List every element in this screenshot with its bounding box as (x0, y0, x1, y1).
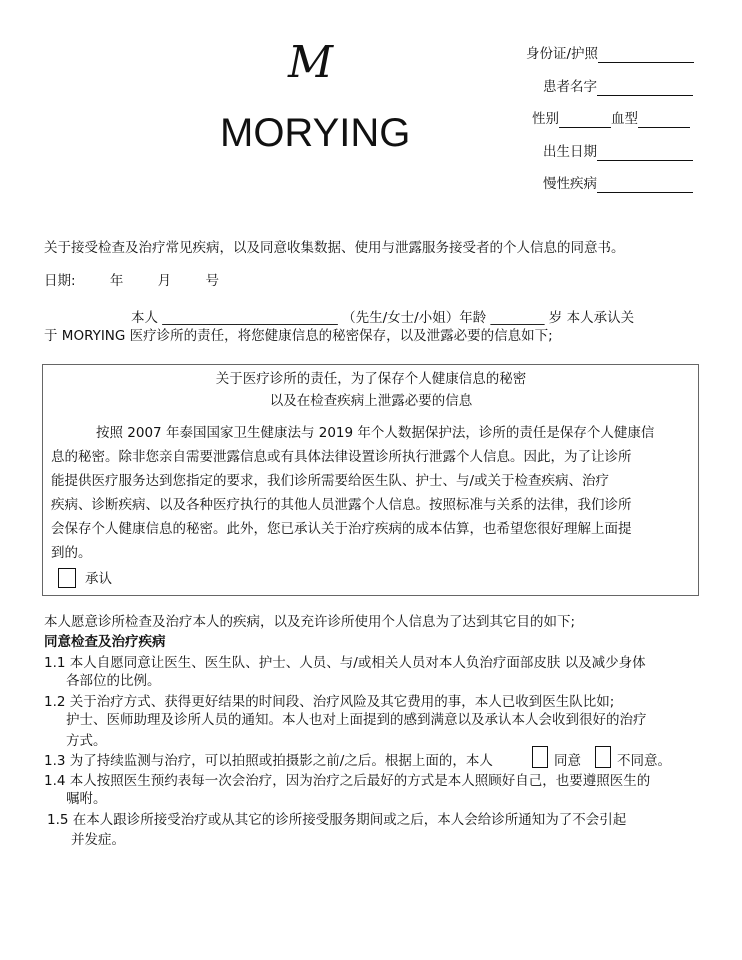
acknowledge-label: 承认 (85, 571, 112, 587)
notice-line: 息的秘密。除非您亲自需要泄露信息或有具体法律设置诊所执行泄露个人信息。因此，为了让诊所 (51, 449, 632, 465)
notice-heading-1: 关于医疗诊所的责任，为了保存个人健康信息的秘密 (215, 371, 527, 387)
disagree-label: 不同意。 (617, 753, 671, 769)
patient-name-field[interactable] (543, 78, 693, 96)
year-label: 年 (109, 273, 124, 289)
item-number: 1.3 (44, 753, 66, 769)
date-row (44, 272, 219, 290)
item-text: 本人按照医生预约表每一次会治疗，因为治疗之后最好的方式是本人照顾好自己，也要遵照医生的 (69, 773, 651, 789)
item-number: 1.5 (47, 812, 69, 828)
date-label: 日期: (44, 273, 76, 289)
intro-line-2: 于 MORYING 医疗诊所的责任，将您健康信息的秘密保存，以及泄露必要的信息如下; (44, 328, 553, 344)
day-label: 号 (205, 273, 219, 289)
intro-rest: 岁 本人承认关 (548, 310, 635, 326)
birthdate-field[interactable] (543, 143, 693, 161)
notice-line: 会保存个人健康信息的秘密。此外，您已承认关于治疗疾病的成本估算，也希望您很好理解上面提 (51, 521, 632, 537)
id-passport-field[interactable] (526, 45, 694, 63)
salutation: （先生/女士/小姐）年龄 (342, 310, 487, 326)
notice-line: 能提供医疗服务达到您指定的要求，我们诊所需要给医生队、护士、与/或关于检查疾病、治疗 (51, 473, 610, 489)
field-label: 性别 (532, 111, 559, 127)
field-label: 血型 (611, 111, 638, 127)
consent-intro: 本人愿意诊所检查及治疗本人的疾病，以及充许诊所使用个人信息为了达到其它目的如下; (44, 614, 576, 630)
photo-agree-checkbox[interactable] (532, 746, 548, 768)
gender-blood-field[interactable] (532, 110, 690, 128)
field-label: 身份证/护照 (526, 46, 599, 62)
field-label: 患者名字 (543, 79, 597, 95)
agree-label: 同意 (554, 753, 581, 769)
item-1-2-cont: 护士、医师助理及诊所人员的通知。本人也对上面提到的感到满意以及承认本人会收到很好的治疗 (66, 712, 647, 728)
item-1-1-cont: 各部位的比例。 (66, 673, 161, 689)
item-text: 本人自愿同意让医生、医生队、护士、人员、与/或相关人员对本人负治疗面部皮肤 以及减少身体 (69, 655, 646, 671)
brand-name: MORYING (220, 111, 411, 155)
chronic-disease-field[interactable] (543, 175, 693, 193)
month-label: 月 (157, 273, 172, 289)
section-title: 同意检查及治疗疾病 (44, 634, 166, 650)
field-label: 出生日期 (543, 144, 597, 160)
item-1-3 (44, 752, 493, 770)
item-number: 1.4 (44, 773, 66, 789)
item-number: 1.1 (44, 655, 66, 671)
item-1-5 (47, 811, 626, 829)
item-text: 为了持续监测与治疗，可以拍照或拍摄影之前/之后。根据上面的，本人 (69, 753, 493, 769)
item-1-4-cont: 嘱咐。 (66, 791, 107, 807)
item-1-2-cont: 方式。 (66, 733, 107, 749)
notice-line: 到的。 (51, 545, 92, 561)
notice-line: 按照 2007 年泰国国家卫生健康法与 2019 年个人数据保护法，诊所的责任是保存个人健康信 (96, 425, 655, 441)
item-text: 在本人跟诊所接受治疗或从其它的诊所接受服务期间或之后，本人会给诊所通知为了不会引起 (72, 812, 627, 828)
acknowledge-checkbox[interactable] (58, 568, 76, 588)
item-1-2 (44, 693, 614, 711)
item-text: 关于治疗方式、获得更好结果的时间段、治疗风险及其它费用的事，本人已收到医生队比如; (69, 694, 615, 710)
name-blank[interactable]: __________________________ (162, 310, 338, 326)
item-number: 1.2 (44, 694, 66, 710)
form-title: 关于接受检查及治疗常见疾病，以及同意收集数据、使用与泄露服务接受者的个人信息的同意书。 (44, 240, 625, 256)
logo-monogram: M (288, 37, 334, 88)
intro-line-1 (131, 309, 634, 327)
item-1-5-cont: 并发症。 (71, 832, 125, 848)
field-label: 慢性疾病 (543, 176, 597, 192)
item-1-4 (44, 772, 650, 790)
notice-heading-2: 以及在检查疾病上泄露必要的信息 (269, 393, 473, 409)
notice-line: 疾病、诊断疾病、以及各种医疗执行的其他人员泄露个人信息。按照标准与关系的法律，我们诊所 (51, 497, 632, 513)
item-1-1 (44, 654, 646, 672)
age-blank[interactable]: ________ (490, 310, 545, 326)
photo-disagree-checkbox[interactable] (595, 746, 611, 768)
intro-self: 本人 (131, 310, 158, 326)
